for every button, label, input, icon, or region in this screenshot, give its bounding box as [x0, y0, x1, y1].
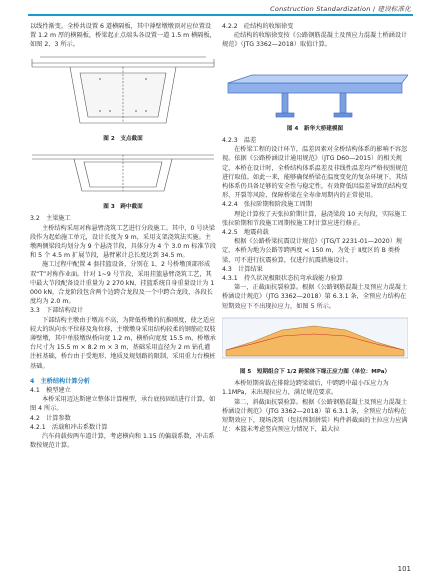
paragraph: 汽车荷载按两车道计算，考虑横向和 1.15 的偏载系数，冲击系数按规范计算。	[30, 433, 215, 450]
section-heading: 4.2.2 砼结构的收缩徐变	[222, 23, 294, 30]
section-heading: 3.3 下部结构设计	[30, 307, 84, 315]
section-heading: 4.2.4 张拉阶期和阶段施工周期	[222, 201, 312, 209]
section-heading: 4.2.3 温差	[222, 137, 257, 145]
midspan-section-drawing	[30, 147, 216, 199]
paragraph: 理论计算按了天张拉阶期计算，悬浇梁段 10 天每段，实际施工张拉阶期和节段施工周期按施工时计算应进行修正。	[222, 210, 407, 227]
paragraph: 砼结构的收缩徐变按《公路钢筋混凝土及预应力混凝土桥涵设计规范》（JTG 3362—2018）取值计算。	[222, 32, 408, 49]
header-separator: /	[372, 5, 376, 13]
section-heading: 4.2.5 地震荷载	[222, 229, 269, 237]
figure-caption: 图 2 支点截面	[103, 135, 143, 142]
paragraph: 主桥结构采用对称悬臂浇筑工艺进行分段施工。其中，0 号块梁段作为起始施工单元，设计长度为 9 m，采用支架浇筑法实施。主墩两侧梁段均划分为 9 个悬浇节段，具体分为 4 个 3.0 m 标准节段和 5 个 4.5 m 扩展节段，悬臂累计总长度达到 34.5 m。	[30, 224, 217, 260]
figure-4	[222, 53, 408, 134]
paragraph: 在桥梁工程的设计环节，温差因素对全桥结构体系的影响不容忽视。依据《公路桥涵设计通用规范》（JTG D60—2015）的相关规定，本桥在设计时，全桥结构体系温差及非线性温差均严格按照规范进行取值。如此一来，能够确保桥梁在温度变化的复杂环境下，其结构体系仍具备足够的安全性与稳定性，有效降低因温差导致的结构变形、开裂等风险，保障桥梁在全寿命周期内的正常使用。	[222, 146, 408, 200]
paragraph: 第二，斜截面抗裂验算。根据《公路钢筋混凝土及预应力混凝土桥涵设计规范》（JTG 3362—2018）第 6.3.1 条，全预应力结构在短期效应下，现场浇筑（包括预制拼装）构件斜截面的主拉应力应满足：本篮未考虑竖向预应力情况下，最大拉	[222, 398, 408, 434]
figure-5	[222, 314, 408, 377]
figure-caption: 图 4 新华大桥建模图	[286, 125, 344, 132]
left-column	[30, 22, 216, 451]
right-column	[222, 22, 408, 435]
header-title: Construction Standardization	[270, 5, 371, 13]
paragraph: 根据《公路桥梁抗震设计规范》（JTG/T 2231-01—2020）规定，本桥为地为公路等跨两度 < 150 m，为处于 Ⅱ度区的 B 类桥梁，可不进行抗震验算，仅进行抗震措施设计。	[222, 238, 403, 264]
figure-caption: 图 3 跨中截面	[103, 204, 143, 211]
paragraph: 本桥短期荷载在排除边跨梁端后，中跨跨中最小压应力为 1.1MPa，未出现拉应力，满足规范要求。	[222, 380, 389, 397]
section-heading: 4.3 计算结果	[222, 265, 263, 273]
running-header	[270, 4, 411, 13]
figure-3	[30, 147, 216, 212]
figure-caption: 图 5 短期组合下 1/2 跨梁体下缘正应力图（单位：MPa）	[239, 369, 391, 376]
paragraph: 下部结构主墩由于墩高不高，为降低桥墩的抗推刚度，使之适应较大的纵向水平位移及角位移，主墩墩身采用结构较柔的钢筋砼双肢薄壁墩，其中单肢墩纵桥向宽 1.2 m，横桥向宽度 15.5 m，桥墩承台尺寸为 15.5 m × 8.2 m × 3 m，基础采用直径为 2 m 钻孔灌注桩基础，桥台由于受地形、地质及规划路的限制，采用重力台模桩基础。	[30, 316, 216, 370]
section-heading: 4.2.1 活载和冲击系数计算	[30, 423, 108, 431]
support-section-drawing	[30, 53, 216, 131]
paragraph: 本桥采用迈达斯建立整体计算模型，承台底按固结进行计算，如图 4 所示。	[30, 396, 216, 413]
paragraph: 施工过程中配置 4 套挂篮设备，分别在 1、2 号桥墩顶部形成双“T”对称作业面。针对 1~9 号节段，采用挂篮悬臂浇筑工艺，其中最大节段配备设计重量为 2 270 kN，挂篮系统自身重量设计为 1 000 kN，合龙阶段包含两个边跨合龙段及一个中跨合龙段，各段长度均为 2.0 m。	[30, 261, 215, 306]
section-heading: 3.2 主梁施工	[30, 215, 71, 223]
section-heading: 4.2 计算参数	[30, 414, 71, 422]
paragraph: 第一，正截面抗裂验算。根据《公路钢筋混凝土及预应力混凝土桥涵设计规范》（JTG 3362—2018）第 6.3.1 条，全预应力结构在短期效应下不出现拉应力，如图 5 所示。	[222, 284, 408, 310]
figure-2	[30, 53, 216, 144]
section-heading: 4.3.1 持久状况极限状态抗弯承载能力验算	[222, 275, 343, 283]
page-number: 101	[397, 565, 411, 573]
header-rule	[28, 14, 413, 16]
header-title-cn: 建设标准化	[377, 5, 411, 13]
stress-diagram	[222, 314, 408, 364]
section-heading: 4.1 模型建立	[30, 387, 71, 395]
chapter-heading: 4 主桥结构计算分析	[30, 377, 90, 385]
bridge-model-drawing	[222, 53, 408, 121]
paragraph: 以线性渐变。全桥共设置 6 道横隔板，其中薄壁墩墩顶对应位置设置 1.2 m 厚的横隔板，桥梁起止点端头各设置一道 1.5 m 横隔板，如图 2、3 所示。	[30, 23, 216, 49]
